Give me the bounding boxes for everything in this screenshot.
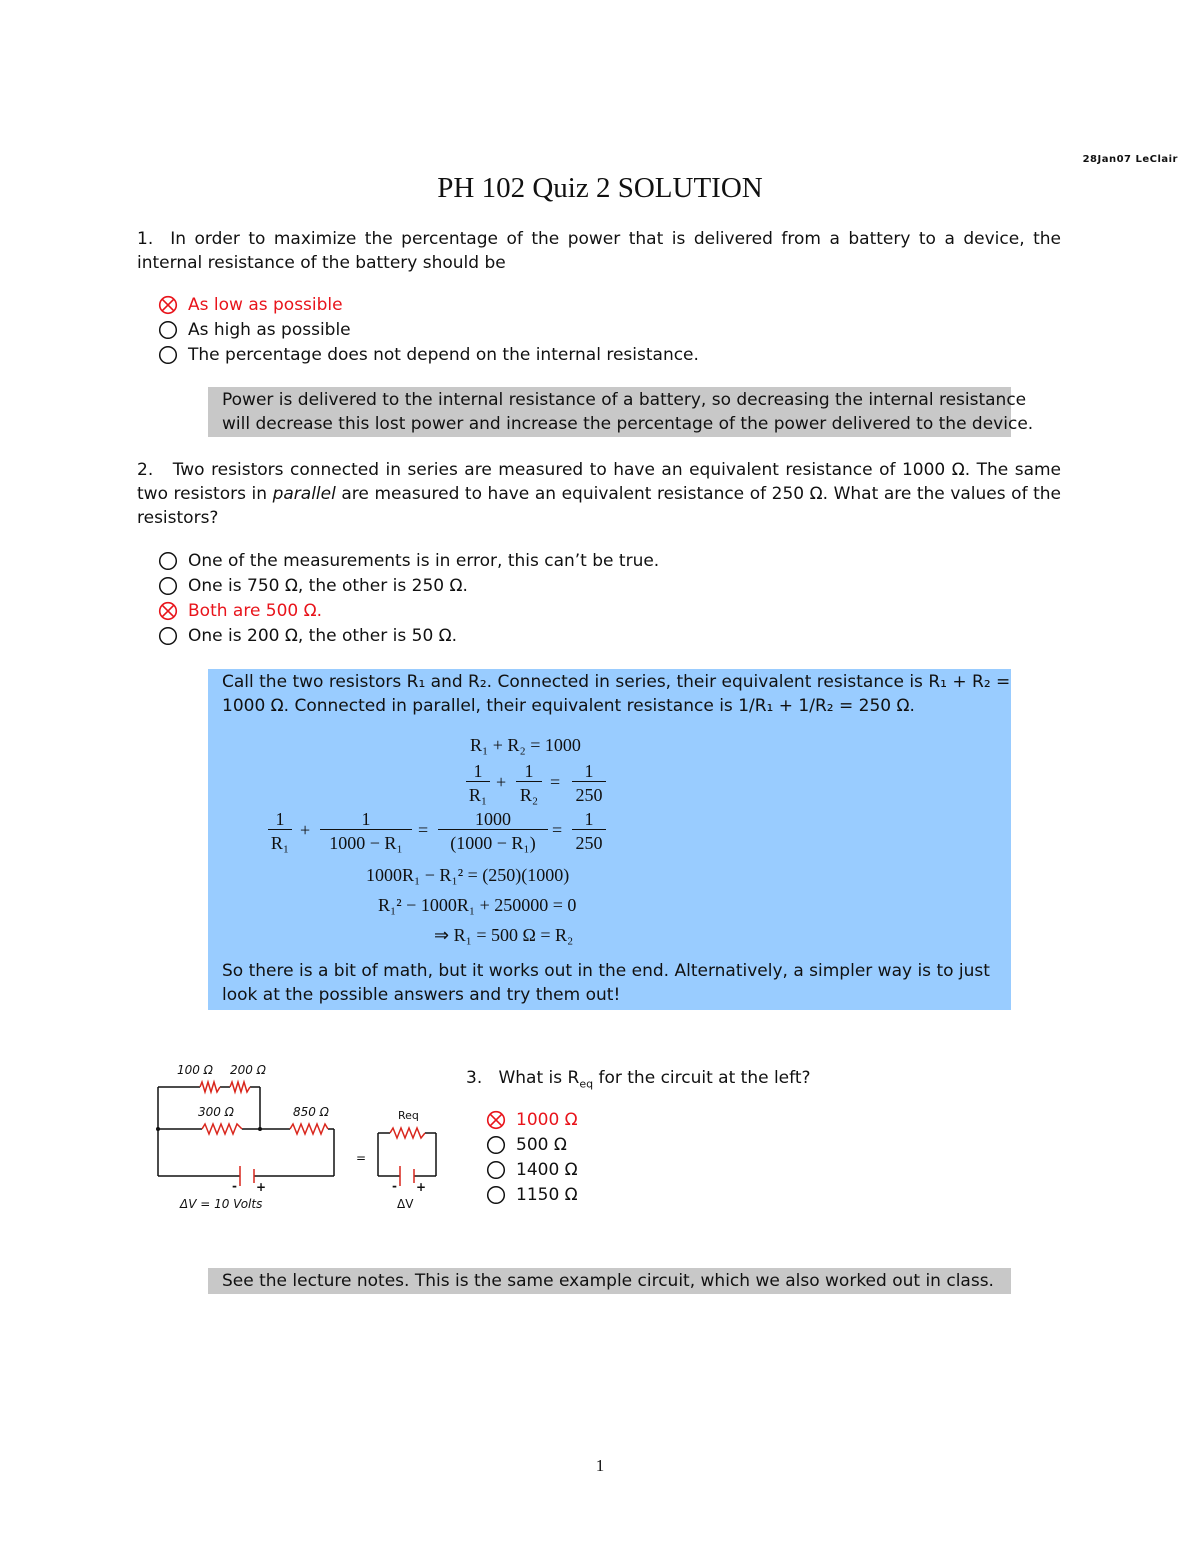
q2-option-2[interactable] (158, 573, 659, 598)
eq-label-plus: + (416, 1180, 427, 1194)
question-1-text (137, 227, 1061, 275)
label-850-ohm: 850 Ω (293, 1105, 329, 1119)
q2-option-4[interactable] (158, 623, 659, 648)
eq3-result-numerator: 1 (584, 809, 594, 829)
circuit-diagram (150, 1058, 450, 1218)
eq-label-dv: ΔV (397, 1197, 414, 1211)
equation-2: 1 R₁ + 1 R₂ = 1 250 (466, 759, 616, 807)
eq3-numerator-2: 1 (361, 809, 371, 829)
label-300-ohm: 300 Ω (198, 1105, 234, 1119)
question-1-explanation-box (208, 387, 1034, 437)
resistor-100-ohm (200, 1082, 220, 1092)
question-2-options (158, 548, 659, 648)
q3-option-4[interactable] (486, 1182, 578, 1207)
q1-option-1-label: As low as possible (188, 294, 343, 315)
question-2-prompt-b: The same two resistors in (137, 460, 1062, 504)
q3-option-1-label: 1000 Ω (516, 1109, 578, 1130)
selected-cross-circle-icon (486, 1110, 506, 1130)
q2-option-1-label: One of the measurements is in error, this can’t be true. (188, 550, 660, 571)
eq3-numerator-1: 1 (275, 809, 285, 829)
selected-cross-circle-icon (158, 601, 178, 621)
eq3-result-denominator: 250 (575, 833, 603, 853)
q2-option-3-label: Both are 500 Ω. (188, 600, 323, 621)
question-2-prompt-italic: parallel (272, 484, 336, 504)
radio-circle-icon (158, 320, 178, 340)
question-3-text (466, 1066, 811, 1096)
q1-explanation-line-2: will decrease this lost power and increase the percentage of the power delivered to the device. (222, 414, 1034, 434)
resistor-300-ohm (202, 1124, 242, 1134)
radio-circle-icon (486, 1160, 506, 1180)
q1-explanation-line-1: Power is delivered to the internal resistance of a battery, so decreasing the internal resistance (222, 390, 1027, 410)
question-3-explanation-box (208, 1268, 1011, 1294)
eq2-denominator-2: R₂ (519, 785, 539, 805)
junction-dot-right (258, 1127, 262, 1131)
eq-label-minus: - (392, 1179, 397, 1193)
eq3-denominator-3: (1000 − R₁) (450, 833, 536, 853)
label-plus: + (256, 1180, 267, 1194)
q1-option-3-label: The percentage does not depend on the internal resistance. (188, 344, 699, 365)
resistor-req (390, 1128, 425, 1138)
label-200-ohm: 200 Ω (230, 1063, 266, 1077)
q1-option-1[interactable] (158, 292, 699, 317)
equation-5: R₁² − 1000R₁ + 250000 = 0 (378, 895, 577, 915)
q3-option-3[interactable] (486, 1157, 578, 1182)
radio-circle-icon (158, 551, 178, 571)
question-3-options (486, 1107, 578, 1207)
equation-3: 1 R₁ + 1 1000 − R₁ = 1000 (1000 − R₁) = 1 250 (268, 807, 628, 855)
eq2-result-numerator: 1 (584, 761, 594, 781)
q1-option-2[interactable] (158, 317, 699, 342)
eq2-denominator-1: R₁ (468, 785, 488, 805)
radio-circle-icon (158, 576, 178, 596)
label-100-ohm: 100 Ω (177, 1063, 213, 1077)
eq2-numerator-2: 1 (524, 761, 534, 781)
question-1-number: 1. (137, 229, 154, 249)
selected-cross-circle-icon (158, 295, 178, 315)
question-2-prompt-a: Two resistors connected in series are measured to have an equivalent resistance of 1000 Ω. (172, 460, 971, 480)
q3-option-4-label: 1150 Ω (516, 1184, 578, 1205)
q2-closing-line-2: look at the possible answers and try them out! (222, 985, 621, 1005)
q2-closing-line-1: So there is a bit of math, but it works out in the end. Alternatively, a simpler way is to just (222, 961, 990, 981)
page-number: 1 (595, 1456, 605, 1475)
q3-option-1[interactable] (486, 1107, 578, 1132)
question-1-prompt: In order to maximize the percentage of the power that is delivered from a battery to a device, the internal resistance of the battery should be (137, 229, 1061, 273)
question-3-prompt-end: for the circuit at the left? (598, 1068, 811, 1088)
radio-circle-icon (158, 626, 178, 646)
question-3-subscript: eq (579, 1077, 594, 1091)
equation-1: R₁ + R₂ = 1000 (470, 735, 581, 755)
question-3-prompt: What is R (498, 1068, 580, 1088)
eq3-denominator-1: R₁ (270, 833, 290, 853)
label-equals: = (356, 1151, 367, 1165)
junction-dot-left (156, 1127, 160, 1131)
question-2-number: 2. (137, 460, 154, 480)
q2-solution-line-1: Call the two resistors R₁ and R₂. Connected in series, their equivalent resistance is R₁ + R₂ = (222, 672, 1011, 692)
radio-circle-icon (486, 1135, 506, 1155)
label-req: Req (398, 1109, 419, 1122)
date-author-tag: 28Jan07 LeClair (1082, 154, 1178, 165)
q1-option-3[interactable] (158, 342, 699, 367)
q2-option-3[interactable] (158, 598, 659, 623)
q2-option-2-label: One is 750 Ω, the other is 250 Ω. (188, 575, 468, 596)
q1-option-2-label: As high as possible (188, 319, 351, 340)
question-2-text (137, 458, 1061, 530)
q3-option-3-label: 1400 Ω (516, 1159, 578, 1180)
label-voltage: ΔV = 10 Volts (180, 1197, 263, 1211)
equation-6: ⇒ R₁ = 500 Ω = R₂ (434, 925, 574, 945)
q3-option-2-label: 500 Ω (516, 1134, 567, 1155)
q2-option-1[interactable] (158, 548, 659, 573)
question-2-solution-box (208, 669, 1011, 1010)
eq2-numerator-1: 1 (473, 761, 483, 781)
radio-circle-icon (158, 345, 178, 365)
question-1-options (158, 292, 699, 367)
label-minus: - (232, 1179, 237, 1193)
q2-option-4-label: One is 200 Ω, the other is 50 Ω. (188, 625, 458, 646)
eq2-result-denominator: 250 (575, 785, 603, 805)
q2-solution-line-2: 1000 Ω. Connected in parallel, their equivalent resistance is 1/R₁ + 1/R₂ = 250 Ω. (222, 696, 915, 716)
eq3-numerator-3: 1000 (475, 809, 511, 829)
page-title: PH 102 Quiz 2 SOLUTION (437, 172, 763, 204)
question-3-number: 3. (466, 1068, 483, 1088)
q3-option-2[interactable] (486, 1132, 578, 1157)
question-2-prompt-c: are measured to have an equivalent resistance of 250 Ω. What are the values of the resistors? (137, 484, 1062, 528)
eq3-denominator-2: 1000 − R₁ (329, 833, 403, 853)
equation-4: 1000R₁ − R₁² = (250)(1000) (366, 865, 570, 885)
resistor-200-ohm (230, 1082, 250, 1092)
radio-circle-icon (486, 1185, 506, 1205)
q2-equation-block (208, 733, 1011, 953)
q3-explanation: See the lecture notes. This is the same example circuit, which we also worked out in class. (222, 1271, 994, 1291)
resistor-850-ohm (290, 1124, 328, 1134)
